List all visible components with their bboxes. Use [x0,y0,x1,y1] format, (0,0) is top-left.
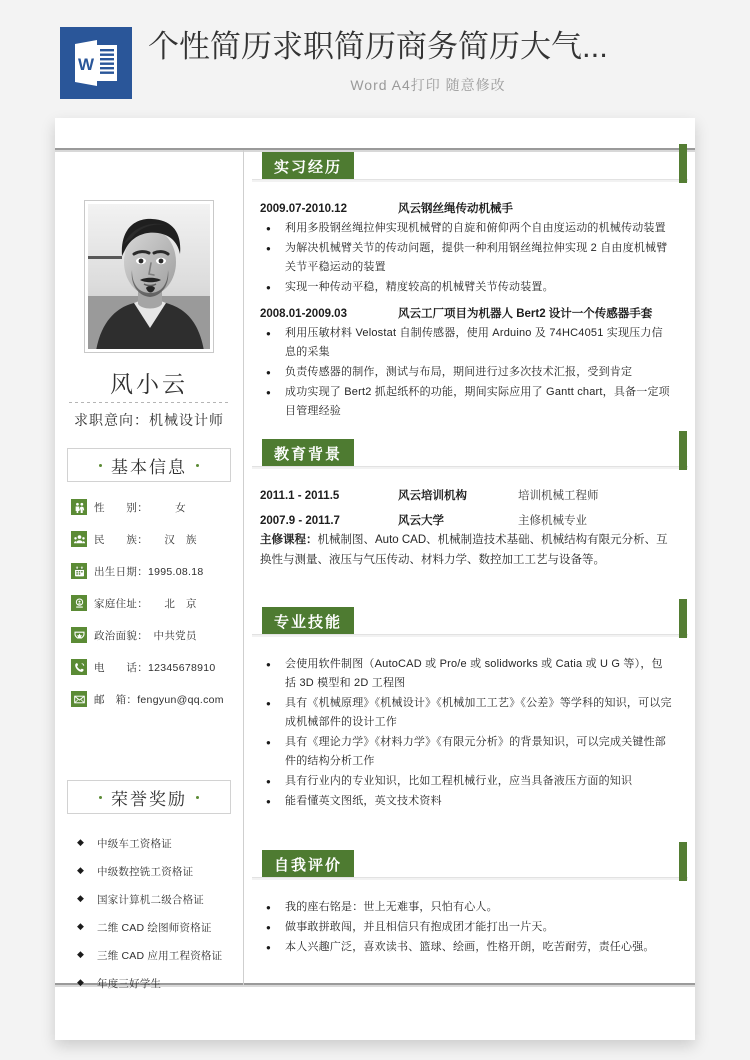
education-row [260,512,673,528]
section-internship [244,152,695,422]
list-item: ● 会使用软件制图（AutoCAD 或 Pro/e 或 solidworks 或 Catia 或 U G 等），包括 3D 模型和 2D 工程图 [260,655,673,693]
diamond-bullet-icon: ◆ [77,837,85,847]
diamond-bullet-icon: ◆ [77,865,85,875]
list-item: ● 本人兴趣广泛，喜欢读书、篮球、绘画，性格开朗，吃苦耐劳，责任心强。 [260,938,673,957]
job-title: 风云钢丝绳传动机械手 [398,203,513,215]
profile-photo [88,204,210,349]
main-content [244,152,695,983]
list-item [77,864,237,879]
section-body [244,638,695,811]
location-icon [71,595,87,611]
honor-text: 二维 CAD 绘图师资格证 [97,922,212,934]
list-item: ● 成功实现了 Bert2 抓起纸杯的功能，期间实际应用了 Gantt chart，具备一定项目管理经验 [260,383,673,421]
info-row-address [71,592,237,614]
info-text: 民 族： 汉 族 [94,533,197,546]
list-item: ● 我的座右铭是：世上无难事，只怕有心人。 [260,898,673,917]
info-text: 家庭住址： 北 京 [94,597,197,610]
honors-title: 荣誉奖励 [111,789,187,809]
section-body [244,881,695,957]
diamond-bullet-icon: ◆ [77,949,85,959]
section-header [244,152,695,183]
email-icon [71,691,87,707]
info-row-email [71,688,237,710]
section-accent-bar [679,144,687,183]
section-education [244,439,695,570]
resume-page [55,118,695,1040]
skills-bullets [260,655,673,811]
honor-text: 三维 CAD 应用工程资格证 [97,950,223,962]
gender-icon [71,499,87,515]
info-row-birthday [71,560,237,582]
list-item: ● 具有《理论力学》《材料力学》《有限元分析》的背景知识，可以完成关键性部件的结构分析工作 [260,733,673,771]
section-rule [252,877,688,880]
education-date: 2011.1 - 2011.5 [260,490,340,502]
honor-text: 中级车工资格证 [97,838,172,850]
sidebar [55,152,243,990]
courses-text: 机械制图、Auto CAD、机械制造技术基础、机械结构有限元分析、互换性与测量、液压与气压传动、材料力学、数控加工工艺与设备等。 [260,534,668,566]
section-accent-bar [679,431,687,470]
info-text: 政治面貌： 中共党员 [94,629,197,642]
basic-info-title: 基本信息 [111,457,187,477]
section-title: 专业技能 [262,607,354,635]
honor-text: 中级数控铣工资格证 [97,866,194,878]
list-item [77,892,237,907]
section-accent-bar [679,599,687,638]
diamond-bullet-icon: ◆ [77,977,85,987]
section-accent-bar [679,842,687,881]
section-header [244,607,695,638]
job-date: 2009.07-2010.12 [260,203,347,215]
education-role: 主修机械专业 [518,515,587,527]
word-document-icon [60,27,132,99]
section-title: 实习经历 [262,152,354,180]
info-row-ethnicity [71,528,237,550]
education-row [260,487,673,503]
info-text: 邮 箱：fengyun@qq.com [94,693,224,706]
job-intent: 求职意向：机械设计师 [74,412,224,428]
list-item: ● 为解决机械臂关节的传动问题，提供一种利用钢丝绳拉伸实现 2 自由度机械臂关节平稳运动的装置 [260,239,673,277]
section-header [244,439,695,470]
list-item: ● 做事敢拼敢闯，并且相信只有抱成团才能打出一片天。 [260,918,673,937]
calendar-icon [71,563,87,579]
section-rule [252,179,688,182]
job-heading [260,200,673,216]
info-row-phone [71,656,237,678]
person-name: 风小云 [110,371,188,397]
job-bullets [260,324,673,421]
list-item: ● 负责传感器的制作，测试与布局，期间进行过多次技术汇报，受到肯定 [260,363,673,382]
bullet-dot-icon [196,796,199,799]
honors-list [77,836,237,1004]
courses-label: 主修课程： [260,534,318,546]
list-item: ● 实现一种传动平稳，精度较高的机械臂关节传动装置。 [260,278,673,297]
list-item: ● 利用压敏材料 Velostat 自制传感器，使用 Arduino 及 74HC4051 实现压力信息的采集 [260,324,673,362]
name-divider [69,402,229,403]
list-item: ● 利用多股钢丝绳拉伸实现机械臂的自旋和俯仰两个自由度运动的机械传动装置 [260,219,673,238]
sidebar-header-honors [67,780,231,814]
section-title: 教育背景 [262,439,354,467]
section-skills [244,607,695,812]
list-item [77,948,237,963]
section-self-evaluation [244,850,695,958]
section-rule [252,634,688,637]
list-item [77,976,237,991]
bullet-dot-icon [99,464,102,467]
info-text: 电 话：12345678910 [94,661,216,674]
section-body [244,470,695,570]
basic-info-list [71,496,237,720]
banner-title: 个性简历求职简历商务简历大气... [148,29,608,64]
section-body [244,183,695,421]
ethnicity-icon [71,531,87,547]
flag-icon [71,627,87,643]
list-item: ● 能看懂英文图纸，英文技术资料 [260,792,673,811]
phone-icon [71,659,87,675]
education-org: 风云大学 [398,515,444,527]
bullet-dot-icon [196,464,199,467]
job-title: 风云工厂项目为机器人 Bert2 设计一个传感器手套 [398,308,653,320]
list-item [77,836,237,851]
info-row-political-status [71,624,237,646]
word-icon-letter: W [77,55,95,74]
section-header [244,850,695,881]
education-courses [260,530,673,570]
info-text: 性 别： 女 [94,501,186,514]
banner-subtitle: Word A4打印 随意修改 [350,77,506,93]
sidebar-header-basic-info [67,448,231,482]
profile-photo-frame [84,200,214,353]
education-org: 风云培训机构 [398,490,467,502]
section-rule [252,466,688,469]
education-role: 培训机械工程师 [518,490,599,502]
section-title: 自我评价 [262,850,354,878]
list-item: ● 具有《机械原理》《机械设计》《机械加工工艺》《公差》等学科的知识，可以完成机械部件的设计工作 [260,694,673,732]
info-text: 出生日期：1995.08.18 [94,565,204,578]
diamond-bullet-icon: ◆ [77,893,85,903]
diamond-bullet-icon: ◆ [77,921,85,931]
info-row-gender [71,496,237,518]
job-heading [260,305,673,321]
list-item: ● 具有行业内的专业知识，比如工程机械行业，应当具备液压方面的知识 [260,772,673,791]
page-banner [0,0,750,118]
honor-text: 国家计算机二级合格证 [97,894,204,906]
honor-text: 年度三好学生 [97,978,162,990]
list-item [77,920,237,935]
job-bullets [260,219,673,297]
evaluation-bullets [260,898,673,957]
education-date: 2007.9 - 2011.7 [260,515,340,527]
job-date: 2008.01-2009.03 [260,308,347,320]
bullet-dot-icon [99,796,102,799]
